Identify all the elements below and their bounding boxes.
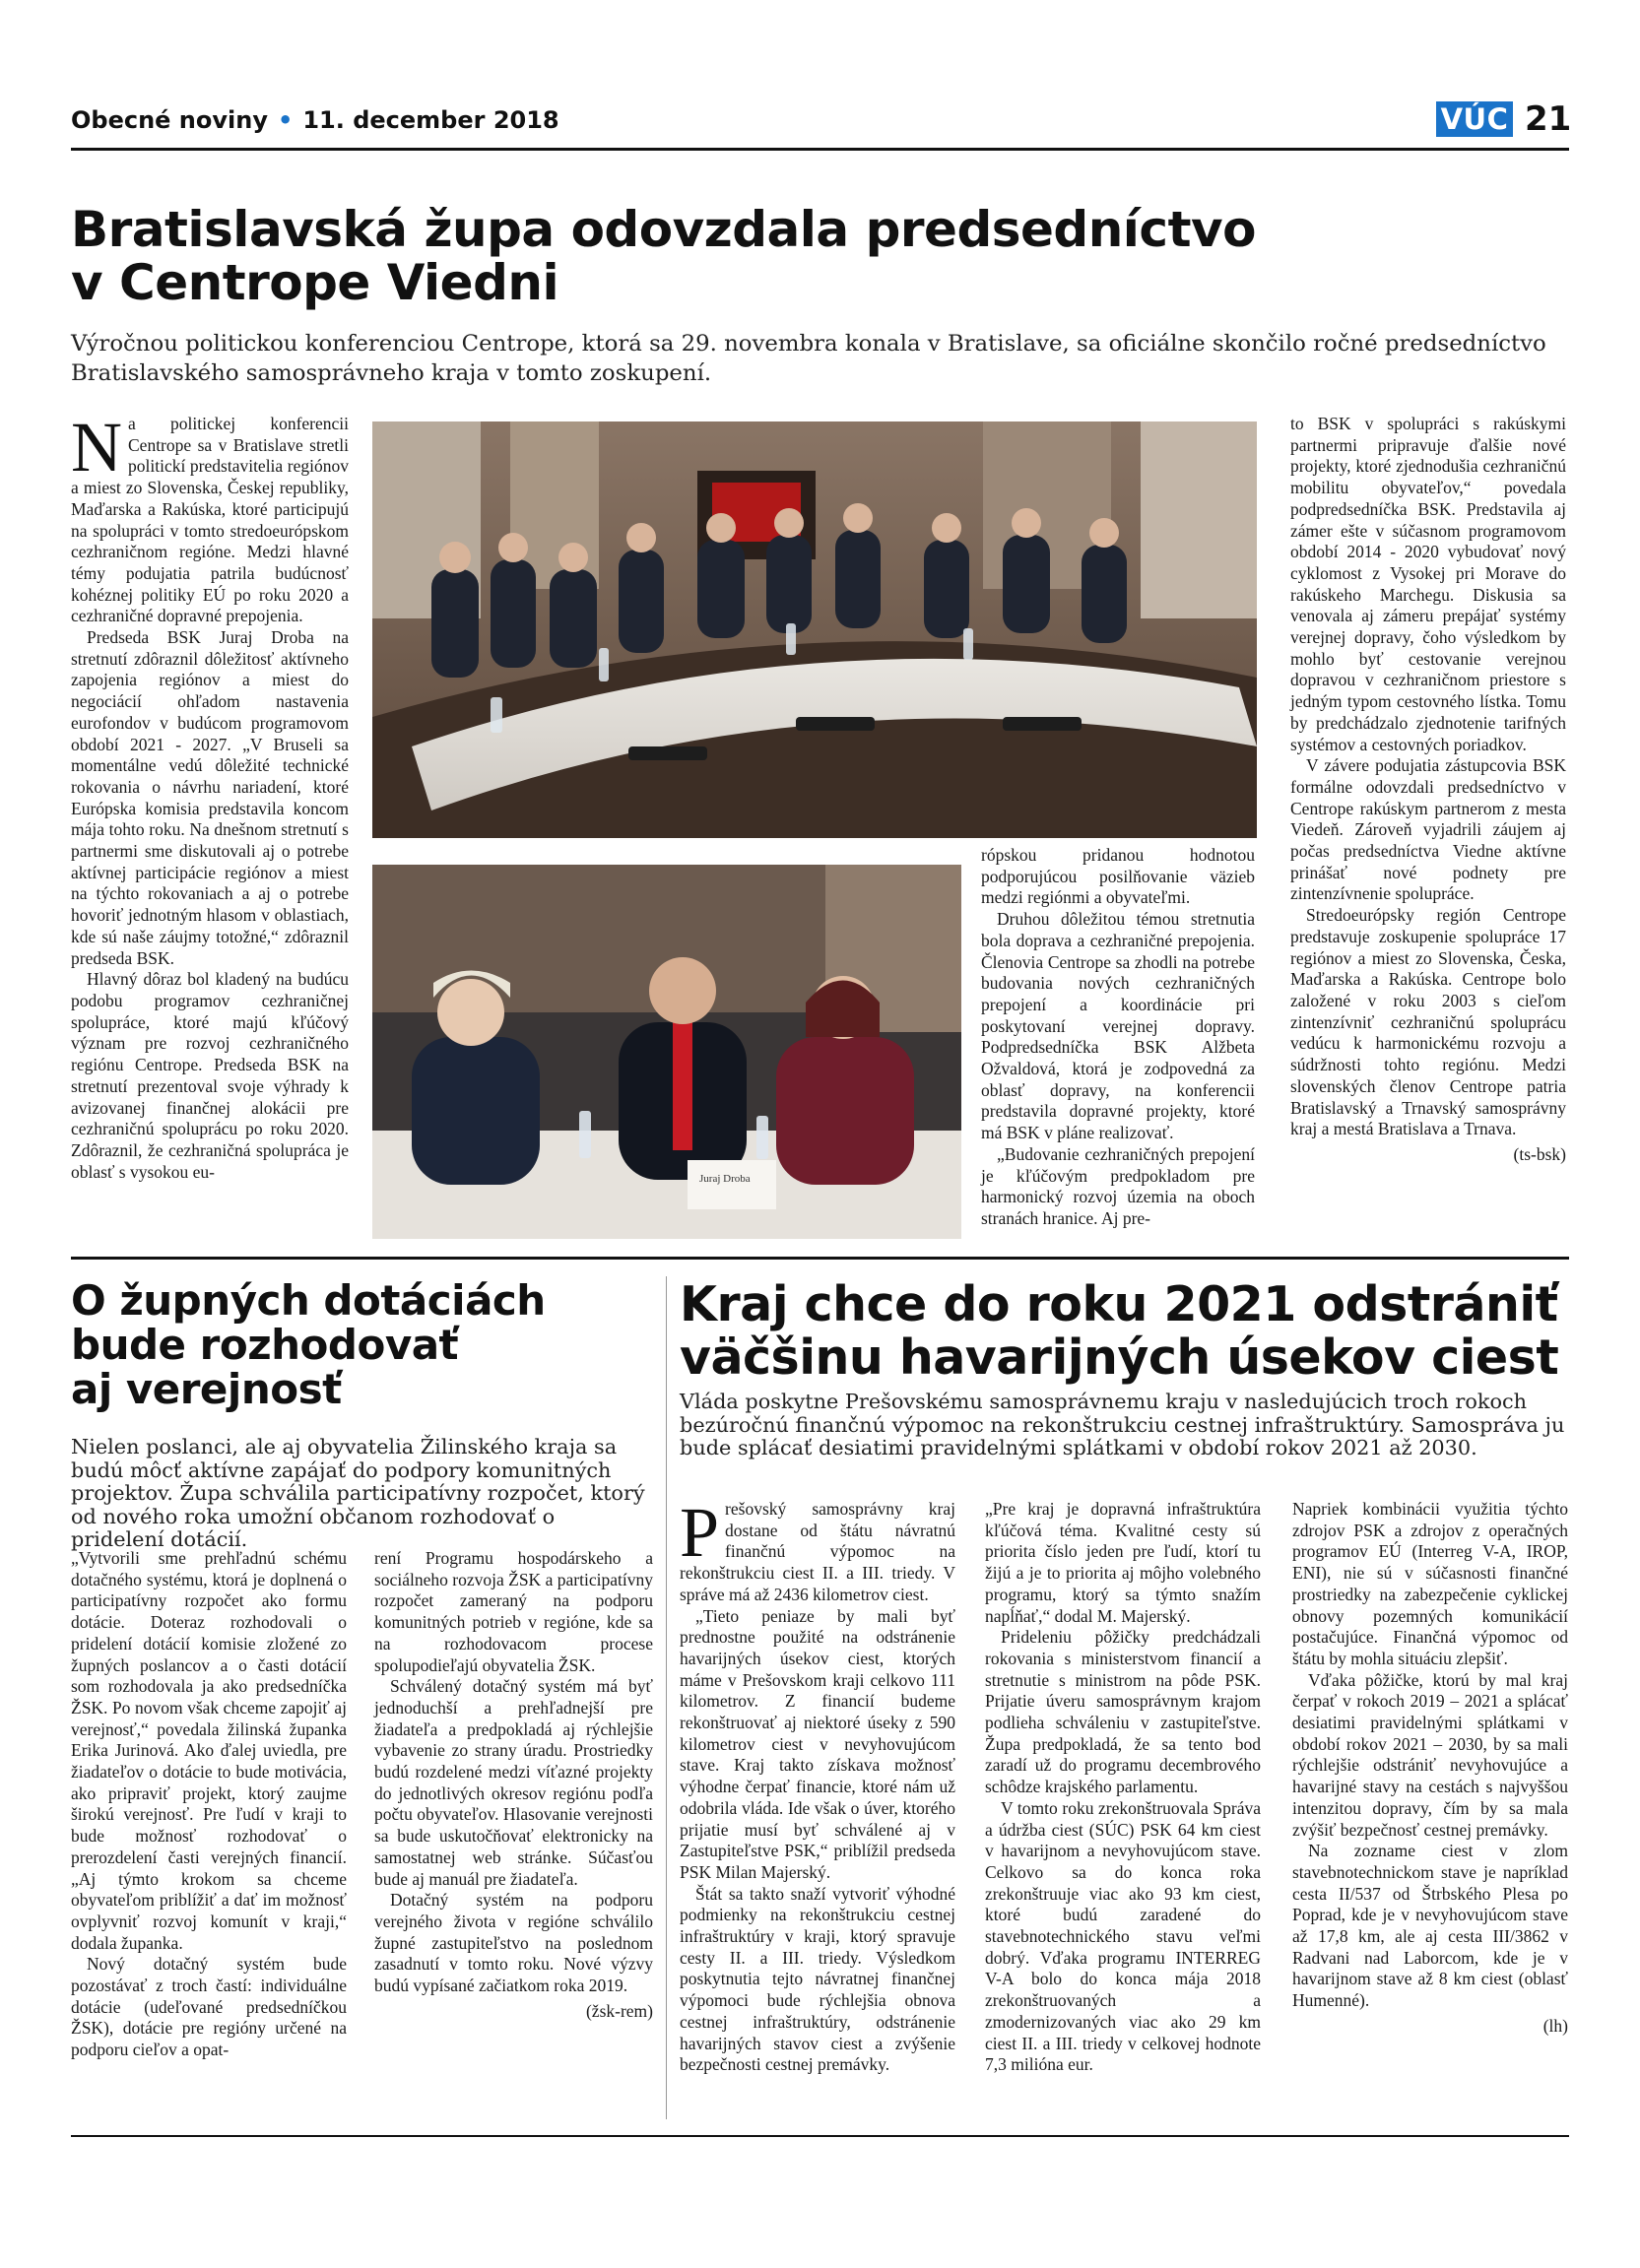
article2-paragraph: „Vytvorili sme prehľadnú schému dotačného systému, ktorá je doplnená o participatívny rozpočet ako formu dotácie. Doteraz rozhodovali o pridelení dotácií komisie zložené zo župných poslancov a o časti dotácií som rozhodovala ja ako predsedníčka ŽSK. Po novom však chceme zapojiť aj verejnosť,“ povedala žilinská županka Erika Jurinová. Ako ďalej uviedla, pre žiadateľov o dotácie to bude motivácia, ako pripraviť projekt, ktorý zaujme širokú verejnosť. Pre ľudí v kraji to bude možnosť rozhodovať o prerozdelení časti verejných financií. „Aj týmto krokom sa chceme obyvateľom priblížiť a dať im možnosť ovplyvniť rozvoj komunít v kraji,“ dodala županka. [71, 1548, 347, 1953]
article2-title-line3: aj verejnosť [71, 1365, 342, 1413]
article2-paragraph: Nový dotačný systém bude pozostávať z troch častí: individuálne dotácie (udeľované predsedníčkou ŽSK), dotácie pre regióny určené na podporu cieľov a opat- [71, 1954, 347, 2060]
article1-signature: (ts-bsk) [1513, 1143, 1566, 1164]
separator-dot: • [277, 106, 294, 134]
section-rule [71, 1257, 1569, 1260]
section-badge: VÚC [1436, 101, 1513, 137]
article3-lead: Vláda poskytne Prešovskému samosprávnemu kraju v nasledujúcich troch rokoch bezúročnú finančnú výpomoc na rekonštrukciu cestnej infraštruktúry. Samospráva ju bude splácať desiatimi pravidelnými splátkami v období rokov 2021 až 2030. [680, 1390, 1565, 1459]
article1-lead: Výročnou politickou konferenciou Centrope, ktorá sa 29. novembra konala v Bratislave, sa oficiálne skončilo ročné predsedníctvo Bratislavského samosprávneho kraja v tomto zoskupení. [71, 331, 1546, 386]
article3-paragraph: „Tieto peniaze by mali byť prednostne použité na odstránenie havarijných úsekov ciest, ktorých máme v Prešovskom kraji celkovo 111 kilometrov. Z financií budeme rekonštruovať aj niektoré úseky z 590 kilometrov ciest v nevyhovujúcom stave. Kraj takto získava možnosť výhodne čerpať financie, ktoré nám už odobrila vláda. Ide však o úver, ktorého prijatie musí byť schválené aj v Zastupiteľstve PSK,“ priblížil predseda PSK Milan Majerský. [680, 1605, 955, 1882]
article3-paragraph: Vďaka pôžičke, ktorú by mal kraj čerpať v rokoch 2019 – 2021 a splácať desiatimi pravidelnými splátkami v období rokov 2021 – 2030, by sa mali rýchlejšie odstrániť nevyhovujúce a havarijné stavy na cestách s najvyššou intenzitou dopravy, čím by sa mala zvýšiť bezpečnosť cestnej premávky. [1292, 1669, 1568, 1840]
article2-paragraph: rení Programu hospodárskeho a sociálneho rozvoja ŽSK a participatívny rozpočet zameraný na podporu komunitných potrieb v regióne, kde sa na rozhodovacom procese spolupodieľajú obyvatelia ŽSK. [374, 1548, 653, 1675]
article3-paragraph: Prideleniu pôžičky predchádzali rokovania s ministerstvom financií a stretnutie s ministrom na pôde PSK. Prijatie úveru samosprávnym krajom podlieha schváleniu v zastupiteľstve. Župa predpokladá, že sa tento bod zaradí už do programu decembrového schôdze krajského parlamentu. [985, 1627, 1261, 1797]
column-divider [666, 1276, 667, 2119]
article1-column-1 [71, 408, 349, 1183]
article3-paragraph: Napriek kombinácii využitia týchto zdrojov PSK a zdrojov z operačných programov EÚ (Interreg V-A, IROP, ENI), nie sú v súčasnosti finančné prostriedky na zabezpečenie cyklickej obnovy pozemných komunikácií postačujúce. Finančná výpomoc od štátu by mohla situáciu zlepšiť. [1292, 1499, 1568, 1668]
article3-dropcap: P [680, 1493, 720, 1572]
conference-image [372, 421, 1257, 838]
article2-paragraph: Schválený dotačný systém má byť jednoduchší a prehľadnejší pre žiadateľa a predpokladá aj rýchlejšie vybavenie zo strany úradu. Prostriedky budú rozdelené medzi víťazné projekty do jednotlivých okresov regiónu podľa počtu obyvateľov. Hlasovanie verejnosti sa bude uskutočňovať elektronicky na samostatnej web stránke. Súčasťou bude aj manuál pre žiadateľa. [374, 1676, 653, 1889]
paper-name: Obecné noviny [71, 106, 268, 134]
article2-column-2 [374, 1548, 653, 2022]
article1-paragraph: rópskou pridanou hodnotou podporujúcou posilňovanie väzieb medzi regiónmi a obyvateľmi. [981, 845, 1255, 908]
article3-paragraph: Štát sa takto snaží vytvoriť výhodné podmienky na rekonštrukciu cestnej infraštruktúry v kraji, ktorý spravuje cesty II. a III. triedy. Výsledkom poskytnutia tejto návratnej finančnej výpomoci bude rýchlejšia obnova cestnej infraštruktúry, odstránenie havarijných stavov ciest a zvýšenie bezpečnosti cestnej premávky. [680, 1883, 955, 2075]
article3-column-1 [680, 1493, 955, 2076]
article3-paragraph: Prešovský samosprávny kraj dostane od štátu návratnú finančnú výpomoc na rekonštrukciu ciest II. a III. triedy. V správe má až 2436 kilometrov ciest. [680, 1493, 955, 1604]
article3-title [680, 1278, 1571, 1385]
article1-title [71, 203, 1568, 309]
placard-label: Juraj Droba [699, 1173, 751, 1185]
article2-title [71, 1278, 662, 1411]
article1-paragraph: Na politickej konferencii Centrope sa v Bratislave stretli politickí predstavitelia regiónov a miest zo Slovenska, Českej republiky, Maďarska a Rakúska, ktoré participujú na spolupráci v tomto stredoeurópskom cezhraničnom regióne. Medzi hlavné témy podujatia patrila budúcnosť kohéznej politiky EÚ po roku 2020 a cezhraničné dopravné prepojenia. [71, 408, 349, 626]
article3-title-line2: väčšinu havarijných úsekov ciest [680, 1329, 1559, 1386]
article1-column-3 [981, 845, 1255, 1230]
article3-paragraph: Na zozname ciest v zlom stavebnotechnickom stave je napríklad cesta II/537 od Štrbského Plesa po Poprad, kde je v nevyhovujúcom stave až 17,8 km, ale aj cesta III/3862 v Radvani nad Laborcom, kde je v havarijnom stave až 8 km ciest (oblasť Humenné). [1292, 1841, 1568, 2011]
masthead [71, 106, 559, 134]
panel-image [372, 865, 961, 1239]
article2-signature: (žsk-rem) [585, 2000, 653, 2021]
article3-paragraph: V tomto roku zrekonštruovala Správa a údržba ciest (SÚC) PSK 64 km ciest v havarijnom a nevyhovujúcom stave. Celkovo sa do konca roka zrekonštruuje viac ako 93 km ciest, ktoré budú zaradené do stavebnotechnického stavu veľmi dobrý. Vďaka programu INTERREG V-A bolo do konca mája 2018 zrekonštruovaných a zmodernizovaných viac ako 29 km ciest II. a III. triedy v celkovej hodnote 7,3 milióna eur. [985, 1797, 1261, 2075]
conference-photo [372, 421, 1257, 838]
issue-date: 11. december 2018 [302, 106, 559, 134]
article1-title-line1: Bratislavská župa odovzdala predsedníctvo [71, 201, 1256, 258]
article1-paragraph: Predseda BSK Juraj Droba na stretnutí zdôraznil dôležitosť aktívneho zapojenia regiónov a miest do negociácií ohľadom nastavenia eurofondov v budúcom programovom období 2021 - 2027. „V Bruseli sa momentálne vedú dôležité technické rokovania o návrhu nariadení, ktoré Európska komisia predstavila koncom mája tohto roku. Na dnešnom stretnutí s partnermi sme diskutovali aj o potrebe aktívnej participácie regiónov a miest na týchto rokovaniach a aj o potrebe hovoriť jednotným hlasom v oblastiach, kde sú naše záujmy totožné,“ zdôraznil predseda BSK. [71, 627, 349, 968]
article2-title-line1: O župných dotáciách [71, 1276, 546, 1325]
article1-paragraph: to BSK v spolupráci s rakúskymi partnermi pripravuje ďalšie nové projekty, ktoré zjednodušia cezhraničnú mobilitu obyvateľov,“ povedala podpredsedníčka BSK. Predstavila aj zámer ešte v súčasnom programovom období 2014 - 2020 vybudovať nový cyklomost z Vysokej pri Morave do rakúskeho Marchegu. Diskusia sa venovala aj zámeru prepájať systémy verejnej dopravy, čoho výsledkom by mohlo byť cestovanie verejnou dopravou v cezhraničnom priestore s jedným typom cestovného lístka. Tomu by predchádzalo zjednotenie tarifných systémov a cestovných poriadkov. [1290, 414, 1566, 754]
article1-paragraph: V závere podujatia zástupcovia BSK formálne odovzdali predsedníctvo v Centrope rakúskym partnerom z mesta Viedeň. Zároveň vyjadrili záujem aj počas predsedníctva Viedne aktívne prinášať nové podnety pre zintenzívnenie spolupráce. [1290, 755, 1566, 904]
footer-rule [71, 2135, 1569, 2137]
article1-paragraph: Hlavný dôraz bol kladený na budúcu podobu programov cezhraničnej spolupráce, ktoré majú kľúčový význam pre rozvoj cezhraničného regiónu Centrope. Predseda BSK na stretnutí prezentoval svoje výhrady k avizovanej finančnej alokácii pre cezhraničnú spoluprácu po roku 2020. Zdôraznil, že cezhraničná spolupráca je oblasť s vysokou eu- [71, 969, 349, 1182]
article1-dropcap: N [71, 408, 122, 486]
panel-photo [372, 865, 961, 1239]
article2-title-line2: bude rozhodovať [71, 1321, 459, 1369]
article1-paragraph: „Budovanie cezhraničných prepojení je kľúčovým predpokladom pre harmonický rozvoj územia na oboch stranách hranice. Aj pre- [981, 1143, 1255, 1228]
article3-title-line1: Kraj chce do roku 2021 odstrániť [680, 1276, 1558, 1332]
article3-paragraph: „Pre kraj je dopravná infraštruktúra kľúčová téma. Kvalitné cesty sú priorita číslo jeden pre ľudí, ktorí tu žijú a je to priorita aj môjho volebného programu, ktorý sa týmto snažím napĺňať,“ dodal M. Majerský. [985, 1499, 1261, 1626]
page-number: 21 [1525, 99, 1572, 139]
article2-lead: Nielen poslanci, ale aj obyvatelia Žilinského kraja sa budú môcť aktívne zapájať do podpory komunitných projektov. Župa schválila participatívny rozpočet, ktorý od nového roka umožní občanom rozhodovať o pridelení dotácií. [71, 1435, 645, 1551]
masthead-rule [71, 148, 1569, 151]
article1-title-line2: v Centrope Viedni [71, 254, 559, 311]
article3-signature: (lh) [1542, 2015, 1568, 2036]
article3-column-2 [985, 1499, 1261, 2076]
name-placard [688, 1160, 776, 1209]
article1-paragraph: Stredoeurópsky región Centrope predstavuje zoskupenie spolupráce 17 regiónov a miest zo Slovenska, Česka, Maďarska a Rakúska. Centrope bolo založené v roku 2003 s cieľom zintenzívniť cezhraničnú spoluprácu vedúcu k harmonickému rozvoju a súdržnosti tohto regiónu. Medzi slovenských členov Centrope patria Bratislavský a Trnavský samosprávny kraj a mestá Bratislava a Trnava. [1290, 905, 1566, 1139]
article2-column-1 [71, 1548, 347, 2061]
article1-column-4 [1290, 414, 1566, 1166]
article3-column-3 [1292, 1499, 1568, 2038]
article2-paragraph: Dotačný systém na podporu verejného života v regióne schválilo župné zastupiteľstvo na poslednom zasadnutí v tomto roku. Nové výzvy budú vypísané začiatkom roka 2019. [374, 1890, 653, 1996]
article1-paragraph: Druhou dôležitou témou stretnutia bola doprava a cezhraničné prepojenia. Členovia Centrope sa zhodli na potrebe budovania nových cezhraničných prepojení a koordinácie pri poskytovaní verejnej dopravy. Podpredsedníčka BSK Alžbeta Ožvaldová, ktorá je zodpovedná za oblasť dopravy, na konferencii predstavila dopravné projekty, ktoré má BSK v pláne realizovať. [981, 909, 1255, 1143]
